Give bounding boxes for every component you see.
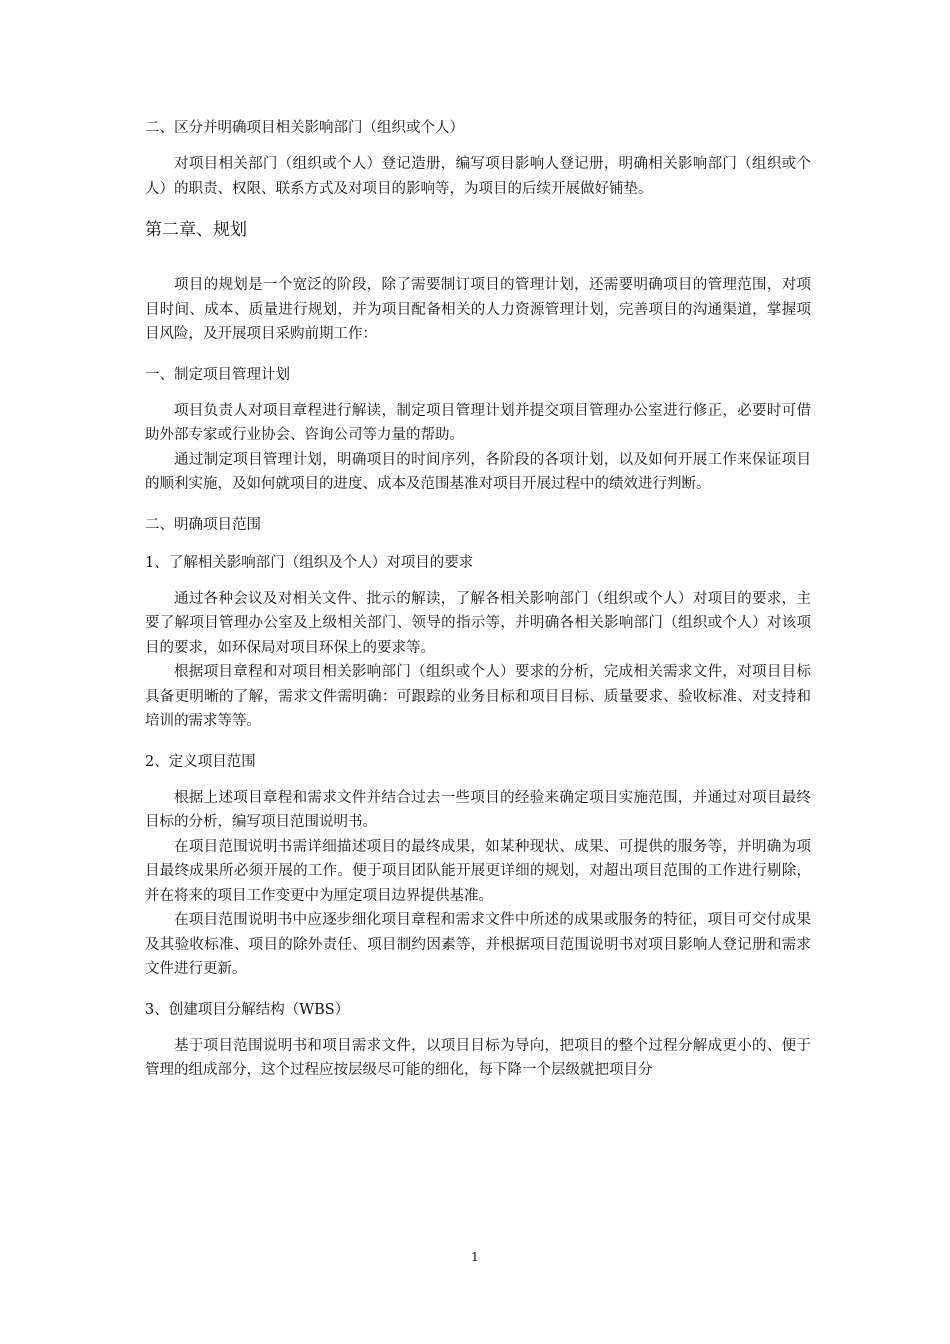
paragraph: 根据上述项目章程和需求文件并结合过去一些项目的经验来确定项目实施范围，并通过对项目最终目标的分析，编写项目范围说明书。	[145, 789, 811, 830]
chapter-title: 第二章、规划	[145, 220, 247, 240]
subsection-heading: 3、创建项目分解结构（WBS）	[145, 1001, 350, 1018]
paragraph: 对项目相关部门（组织或个人）登记造册，编写项目影响人登记册，明确相关影响部门（组织或个人）的职责、权限、联系方式及对项目的影响等，为项目的后续开展做好铺垫。	[145, 156, 811, 197]
subsection-heading: 1、了解相关影响部门（组织及个人）对项目的要求	[145, 554, 474, 571]
document-body	[145, 114, 811, 1083]
paragraph: 根据项目章程和对项目相关影响部门（组织或个人）要求的分析，完成相关需求文件，对项目目标具备更明晰的了解，需求文件需明确：可跟踪的业务目标和项目目标、质量要求、验收标准、对支持和培训的需求等等。	[145, 664, 811, 729]
subsection-heading: 2、定义项目范围	[145, 753, 256, 770]
page-number: 1	[471, 1250, 479, 1264]
paragraph: 在项目范围说明书需详细描述项目的最终成果，如某种现状、成果、可提供的服务等，并明确为项目最终成果所必须开展的工作。便于项目团队能开展更详细的规划，对超出项目范围的工作进行剔除，并在将来的项目工作变更中为厘定项目边界提供基准。	[145, 838, 811, 904]
paragraph: 项目的规划是一个宽泛的阶段，除了需要制订项目的管理计划，还需要明确项目的管理范围，对项目时间、成本、质量进行规划，并为项目配备相关的人力资源管理计划，完善项目的沟通渠道，掌握项目风险，及开展项目采购前期工作：	[145, 277, 811, 342]
paragraph: 通过各种会议及对相关文件、批示的解读，了解各相关影响部门（组织或个人）对项目的要求，主要了解项目管理办公室及上级相关部门、领导的指示等，并明确各相关影响部门（组织或个人）对该项目的要求，如环保局对项目环保上的要求等。	[145, 590, 811, 656]
paragraph: 在项目范围说明书中应逐步细化项目章程和需求文件中所述的成果或服务的特征，项目可交付成果及其验收标准、项目的除外责任、项目制约因素等，并根据项目范围说明书对项目影响人登记册和需求文件进行更新。	[145, 912, 811, 977]
section-heading: 二、明确项目范围	[145, 516, 261, 533]
paragraph: 通过制定项目管理计划，明确项目的时间序列，各阶段的各项计划，以及如何开展工作来保证项目的顺利实施，及如何就项目的进度、成本及范围基准对项目开展过程中的绩效进行判断。	[145, 451, 811, 492]
paragraph: 项目负责人对项目章程进行解读，制定项目管理计划并提交项目管理办公室进行修正，必要时可借助外部专家或行业协会、咨询公司等力量的帮助。	[145, 402, 811, 443]
paragraph: 基于项目范围说明书和项目需求文件，以项目目标为导向，把项目的整个过程分解成更小的、便于管理的组成部分，这个过程应按层级尽可能的细化，每下降一个层级就把项目分	[145, 1037, 811, 1078]
section-heading: 一、制定项目管理计划	[145, 366, 290, 383]
section-heading: 二、区分并明确项目相关影响部门（组织或个人）	[145, 120, 464, 136]
